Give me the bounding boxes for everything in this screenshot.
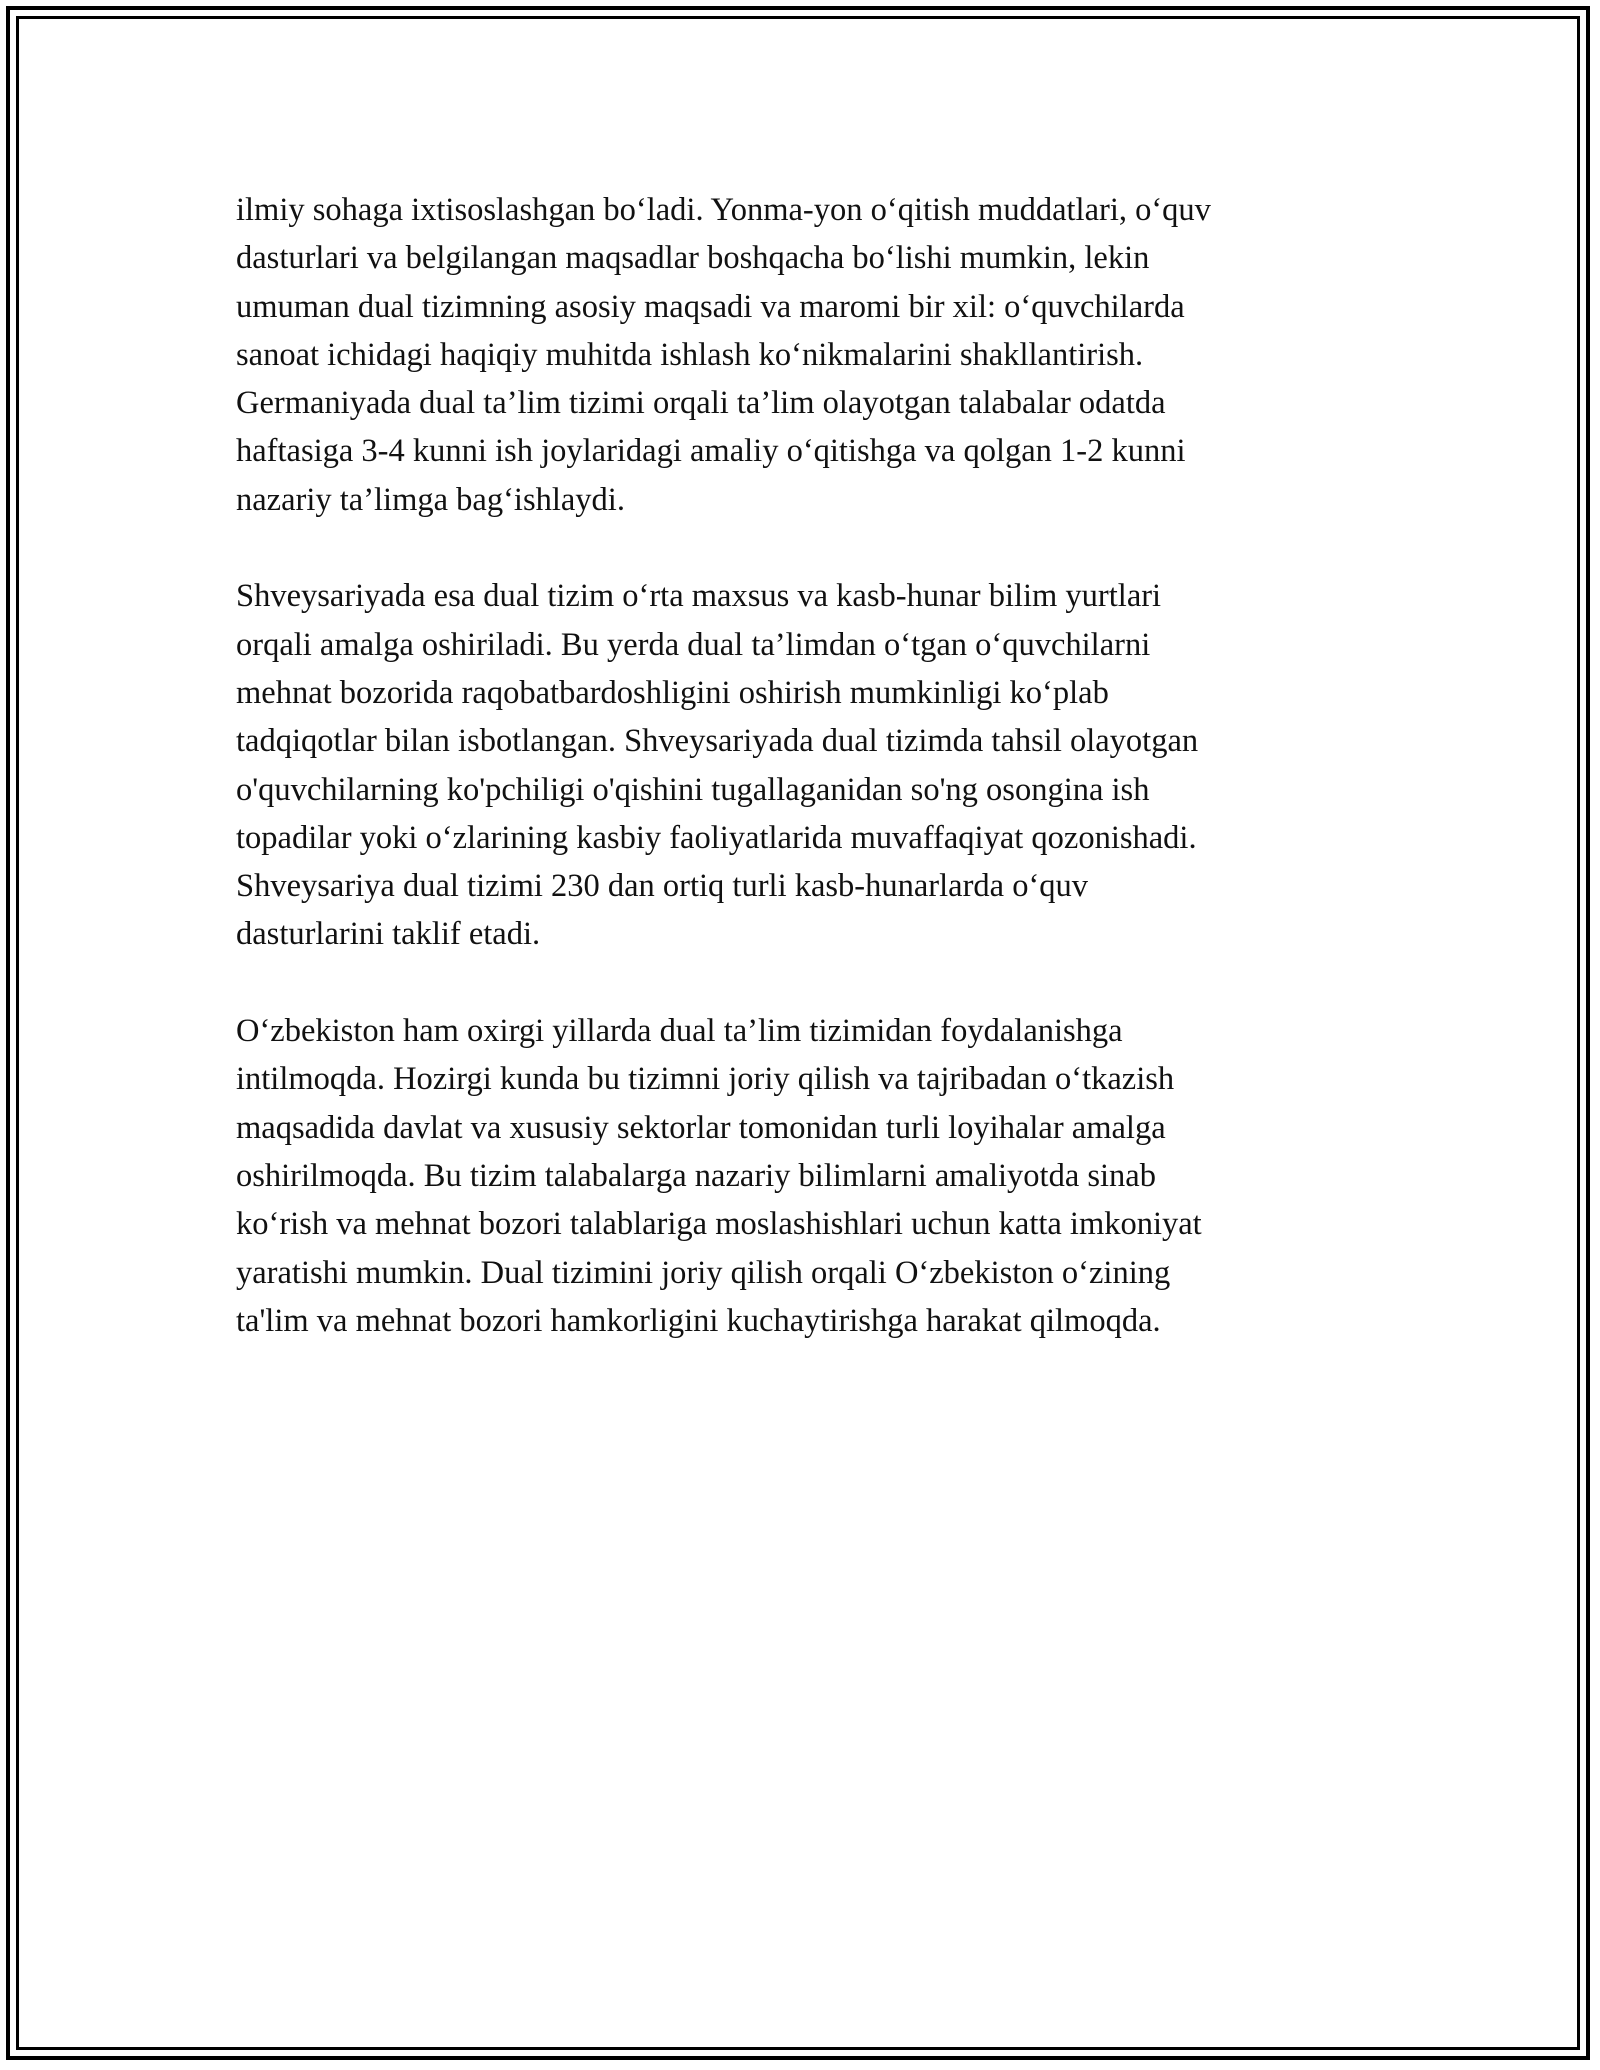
document-body (236, 186, 1366, 1345)
text-line: o'quvchilarning ko'pchiligi o'qishini tugallaganidan so'ng osongina ish (236, 771, 1150, 808)
text-line: mehnat bozorida raqobatbardoshligini oshirish mumkinligi ko‘plab (236, 674, 1109, 711)
text-line: Germaniyada dual ta’lim tizimi orqali ta’lim olayotgan talabalar odatda (236, 385, 1166, 422)
text-line: orqali amalga oshiriladi. Bu yerda dual ta’limdan o‘tgan o‘quvchilarni (236, 626, 1151, 663)
text-line: haftasiga 3-4 kunni ish joylaridagi amaliy o‘qitishga va qolgan 1-2 kunni (236, 433, 1186, 470)
text-line: O‘zbekiston ham oxirgi yillarda dual ta’lim tizimidan foydalanishga (236, 1013, 1123, 1050)
text-line: Shveysariyada esa dual tizim o‘rta maxsus va kasb-hunar bilim yurtlari (236, 578, 1162, 615)
text-line: intilmoqda. Hozirgi kunda bu tizimni joriy qilish va tajribadan o‘tkazish (236, 1061, 1175, 1098)
text-line: ta'lim va mehnat bozori hamkorligini kuchaytirishga harakat qilmoqda. (236, 1302, 1161, 1339)
text-line: oshirilmoqda. Bu tizim talabalarga nazariy bilimlarni amaliyotda sinab (236, 1157, 1156, 1194)
text-line: topadilar yoki o‘zlarining kasbiy faoliyatlarida muvaffaqiyat qozonishadi. (236, 819, 1197, 856)
text-line: dasturlari va belgilangan maqsadlar boshqacha bo‘lishi mumkin, lekin (236, 240, 1150, 277)
text-line: maqsadida davlat va xususiy sektorlar tomonidan turli loyihalar amalga (236, 1109, 1166, 1146)
text-line: yaratishi mumkin. Dual tizimini joriy qilish orqali O‘zbekiston o‘zining (236, 1254, 1171, 1291)
text-line: dasturlarini taklif etadi. (236, 916, 541, 953)
text-line: sanoat ichidagi haqiqiy muhitda ishlash ko‘nikmalarini shakllantirish. (236, 336, 1144, 373)
text-line: nazariy ta’limga bag‘ishlaydi. (236, 481, 625, 518)
paragraph-uzbekistan (236, 1007, 1366, 1345)
text-line: tadqiqotlar bilan isbotlangan. Shveysariyada dual tizimda tahsil olayotgan (236, 723, 1199, 760)
text-line: Shveysariya dual tizimi 230 dan ortiq turli kasb-hunarlarda o‘quv (236, 868, 1089, 905)
paragraph-switzerland (236, 572, 1366, 958)
text-line: umuman dual tizimning asosiy maqsadi va maromi bir xil: o‘quvchilarda (236, 288, 1185, 325)
text-line: ko‘rish va mehnat bozori talablariga moslashishlari uchun katta imkoniyat (236, 1206, 1202, 1243)
text-line: ilmiy sohaga ixtisoslashgan bo‘ladi. Yonma-yon o‘qitish muddatlari, o‘quv (236, 192, 1211, 228)
paragraph-germany (236, 186, 1366, 524)
